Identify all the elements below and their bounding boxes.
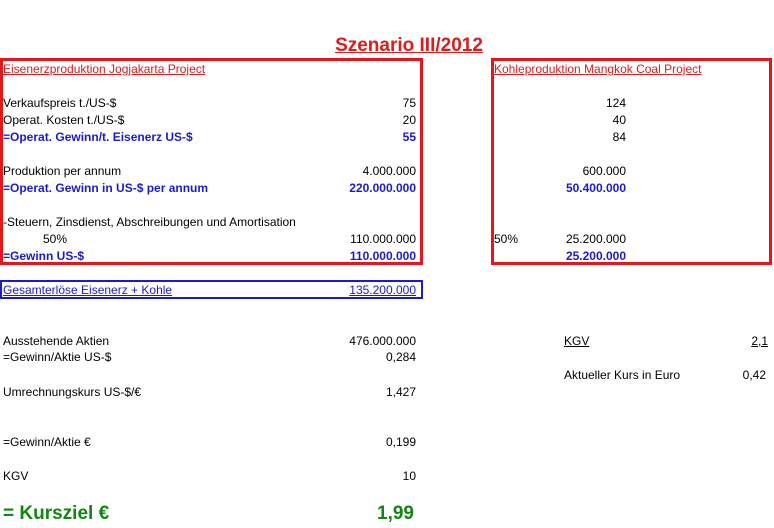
- eisenerz-steuern-pct: 50%: [43, 232, 68, 246]
- eisenerz-verkaufspreis: 75: [402, 96, 416, 110]
- page-title: Szenario III/2012: [335, 35, 483, 56]
- kohle-steuern-pct: 50%: [494, 232, 519, 246]
- gewinn-annum-label: =Operat. Gewinn in US-$ per annum: [3, 181, 209, 195]
- kursziel-value: 1,99: [377, 503, 414, 524]
- eisenerz-produktion: 4.000.000: [362, 164, 416, 178]
- kosten-label: Operat. Kosten t./US-$: [3, 113, 125, 127]
- eisenerz-gewinn-annum: 220.000.000: [349, 181, 416, 195]
- gewinn-label: =Gewinn US-$: [3, 249, 85, 263]
- steuern-label: -Steuern, Zinsdienst, Abschreibungen und Amortisation: [3, 215, 296, 229]
- kohle-kosten: 40: [612, 113, 626, 127]
- kohle-produktion: 600.000: [582, 164, 626, 178]
- aktien-label: Ausstehende Aktien: [3, 334, 110, 348]
- gewinn-aktie-eur: 0,199: [385, 435, 416, 449]
- kursziel-label: = Kursziel €: [3, 503, 110, 524]
- right-kgv-value: 2,1: [751, 334, 768, 348]
- gewinn-aktie-usd-label: =Gewinn/Aktie US-$: [3, 350, 112, 364]
- eisenerz-steuern: 110.000.000: [350, 232, 416, 246]
- gewinn-t-label: =Operat. Gewinn/t. Eisenerz US-$: [3, 130, 193, 144]
- gesamt-label: Gesamterlöse Eisenerz + Kohle: [3, 283, 173, 297]
- eisenerz-header: Eisenerzproduktion Jogjakarta Project: [3, 62, 206, 76]
- kurs-value: 1,427: [385, 385, 416, 399]
- verkaufspreis-label: Verkaufspreis t./US-$: [3, 96, 117, 110]
- kgv-value: 10: [402, 469, 416, 483]
- gewinn-aktie-usd: 0,284: [385, 350, 416, 364]
- kgv-label: KGV: [3, 469, 29, 483]
- gesamt-value: 135.200.000: [349, 283, 416, 297]
- kurs-euro-label: Aktueller Kurs in Euro: [564, 368, 681, 382]
- kurs-euro-value: 0,42: [742, 368, 766, 382]
- kohle-header: Kohleproduktion Mangkok Coal Project: [494, 62, 702, 76]
- produktion-label: Produktion per annum: [3, 164, 122, 178]
- kurs-label: Umrechnungskurs US-$/€: [3, 385, 142, 399]
- aktien-value: 476.000.000: [349, 334, 416, 348]
- kohle-gewinn-annum: 50.400.000: [565, 181, 626, 195]
- eisenerz-gewinn-t: 55: [402, 130, 416, 144]
- kohle-gewinn-t: 84: [612, 130, 626, 144]
- right-kgv-label: KGV: [564, 334, 590, 348]
- eisenerz-kosten: 20: [402, 113, 416, 127]
- gewinn-aktie-eur-label: =Gewinn/Aktie €: [3, 435, 91, 449]
- kohle-verkaufspreis: 124: [605, 96, 626, 110]
- kohle-steuern: 25.200.000: [565, 232, 626, 246]
- eisenerz-gewinn: 110.000.000: [349, 249, 416, 263]
- kohle-gewinn: 25.200.000: [565, 249, 626, 263]
